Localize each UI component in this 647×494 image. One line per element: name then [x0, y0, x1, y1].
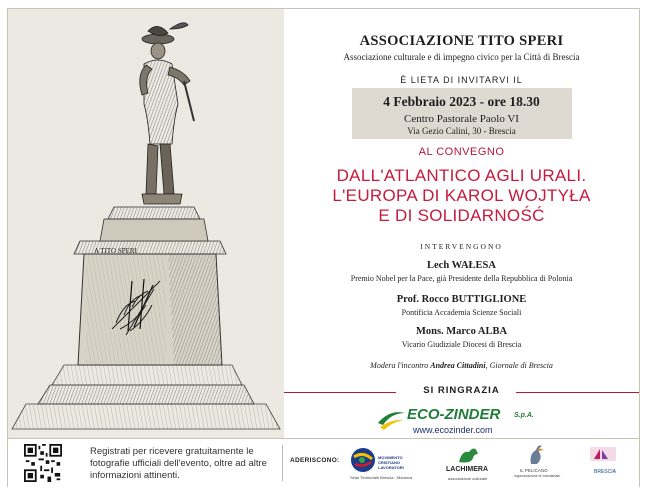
statue-inscription: A TITO SPERI — [94, 247, 137, 255]
qr-code-icon[interactable] — [24, 444, 62, 482]
speaker-role: Pontificia Accademia Scienze Sociali — [401, 308, 522, 317]
moderator-prefix: Modera l'incontro — [370, 361, 429, 370]
mcl-globe-icon — [350, 447, 376, 473]
pelican-icon — [527, 444, 545, 466]
chimera-icon — [457, 446, 479, 464]
brescia-logo-name: BRESCIA — [594, 469, 616, 475]
invitation-content — [284, 9, 639, 438]
footer — [8, 438, 639, 487]
sponsor-suffix: S.p.A. — [514, 412, 534, 419]
lachimera-logo-sub: associazione culturale — [448, 476, 488, 481]
association-subtitle: Associazione culturale e di impegno civico per la Città di Brescia — [343, 52, 580, 62]
speaker-name: Mons. Marco ALBA — [415, 326, 508, 337]
sailboat-icon — [588, 445, 618, 465]
association-name: ASSOCIAZIONE TITO SPERI — [359, 33, 564, 49]
divider-right — [516, 392, 639, 393]
event-datetime: 4 Febbraio 2023 - ore 18.30 — [383, 94, 540, 109]
speaker-name: Lech WAŁESA — [427, 260, 496, 271]
conference-title-line-2: L'EUROPA DI KAROL WOJTYŁA — [332, 186, 591, 205]
brescia-logo — [574, 443, 632, 483]
supporters-label: ADERISCONO: — [290, 457, 340, 464]
pelicano-logo-name: IL PELICANO — [520, 468, 548, 473]
speaker-name: Prof. Rocco BUTTIGLIONE — [396, 294, 527, 305]
statue-engraving — [8, 9, 284, 438]
moderator-line — [284, 361, 639, 370]
moderator-suffix: , Giornale di Brescia — [485, 361, 553, 370]
speaker-role: Premio Nobel per la Pace, già Presidente della Repubblica di Polonia — [350, 274, 573, 283]
mcl-logo — [348, 443, 414, 483]
lachimera-logo — [438, 443, 498, 483]
pelicano-logo-sub: organizzazione di volontariato — [514, 474, 561, 478]
mcl-logo-name: MOVIMENTO CRISTIANO LAVORATORI — [378, 455, 404, 470]
conference-title-line-3: E DI SOLIDARNOŚĆ — [378, 206, 545, 225]
sponsor-website: www.ecozinder.com — [413, 425, 493, 435]
moderator-name: Andrea Cittadini — [430, 361, 486, 370]
register-text: Registrati per ricevere gratuitamente le fotografie ufficiali dell'evento, oltre ad altre informazioni attinenti. — [90, 446, 267, 481]
mcl-logo-sub: Sede Territoriale Brescia - Mantova — [350, 475, 413, 480]
pelicano-logo — [514, 443, 561, 483]
speaker-role: Vicario Giudiziale Diocesi di Brescia — [401, 340, 522, 349]
event-venue: Centro Pastorale Paolo VI — [404, 113, 519, 125]
eco-zinder-swoosh-icon — [376, 407, 406, 431]
thanks-label: SI RINGRAZIA — [423, 385, 500, 396]
conference-title-line-1: DALL'ATLANTICO AGLI URALI. — [336, 166, 587, 185]
conference-kicker: AL CONVEGNO — [418, 146, 505, 158]
lachimera-logo-name: LACHIMERA — [446, 466, 488, 473]
sponsor-name: ECO-ZINDER — [407, 406, 501, 423]
sponsor-logo — [376, 405, 576, 439]
event-address: Via Gezio Calini, 30 - Brescia — [407, 126, 516, 136]
footer-divider — [282, 445, 283, 481]
invite-line: È LIETA DI INVITARVI IL — [400, 75, 523, 85]
speakers-heading: INTERVENGONO — [420, 242, 503, 251]
